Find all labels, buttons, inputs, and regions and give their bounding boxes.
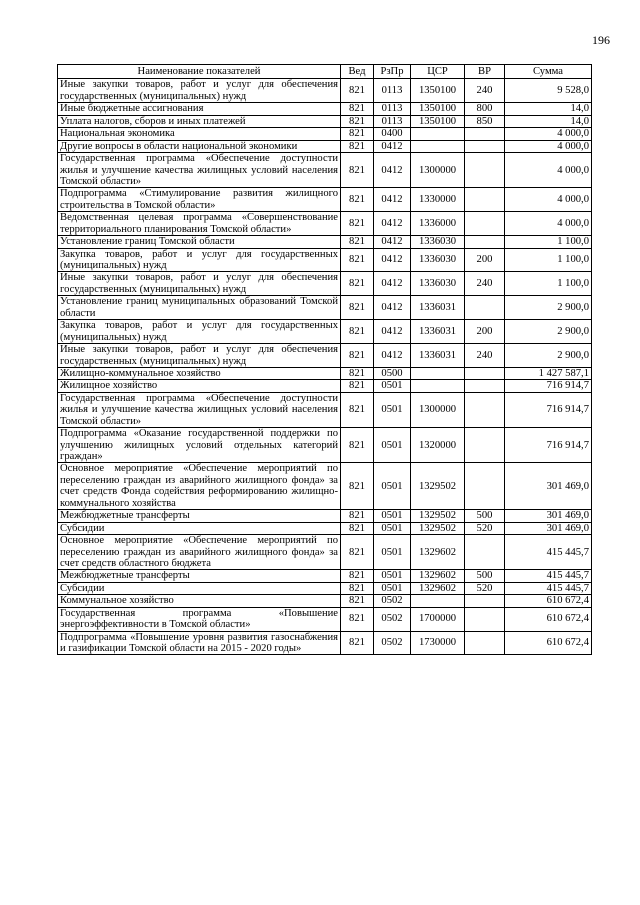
row-csr: 1336030 bbox=[411, 236, 465, 248]
row-vr: 240 bbox=[465, 344, 505, 368]
row-sum: 4 000,0 bbox=[505, 128, 592, 140]
row-name: Основное мероприятие «Обеспечение мероприятий по переселению граждан из аварийного жилищного фонда» за счет средств областного бюджета bbox=[58, 535, 341, 570]
row-rzpr: 0502 bbox=[374, 631, 411, 655]
table-row bbox=[58, 631, 592, 655]
row-rzpr: 0501 bbox=[374, 522, 411, 534]
row-vr: 240 bbox=[465, 272, 505, 296]
table-row bbox=[58, 344, 592, 368]
row-ved: 821 bbox=[341, 236, 374, 248]
row-rzpr: 0412 bbox=[374, 140, 411, 152]
table-row bbox=[58, 570, 592, 582]
row-csr: 1329502 bbox=[411, 463, 465, 510]
table-row bbox=[58, 128, 592, 140]
row-rzpr: 0501 bbox=[374, 510, 411, 522]
row-vr: 800 bbox=[465, 103, 505, 115]
row-rzpr: 0501 bbox=[374, 380, 411, 392]
row-csr: 1329602 bbox=[411, 582, 465, 594]
row-ved: 821 bbox=[341, 212, 374, 236]
table-row bbox=[58, 212, 592, 236]
table-row bbox=[58, 140, 592, 152]
row-name: Уплата налогов, сборов и иных платежей bbox=[58, 115, 341, 127]
row-name: Национальная экономика bbox=[58, 128, 341, 140]
row-sum: 4 000,0 bbox=[505, 153, 592, 188]
header-csr: ЦСР bbox=[411, 65, 465, 79]
table-row bbox=[58, 115, 592, 127]
page-number: 196 bbox=[592, 33, 610, 47]
row-rzpr: 0502 bbox=[374, 607, 411, 631]
row-vr bbox=[465, 188, 505, 212]
row-csr: 1350100 bbox=[411, 115, 465, 127]
row-name: Иные бюджетные ассигнования bbox=[58, 103, 341, 115]
row-name: Жилищно-коммунальное хозяйство bbox=[58, 367, 341, 379]
row-name: Закупка товаров, работ и услуг для государственных (муниципальных) нужд bbox=[58, 320, 341, 344]
row-ved: 821 bbox=[341, 510, 374, 522]
row-csr bbox=[411, 380, 465, 392]
row-vr bbox=[465, 140, 505, 152]
table-row bbox=[58, 607, 592, 631]
row-ved: 821 bbox=[341, 607, 374, 631]
row-ved: 821 bbox=[341, 320, 374, 344]
row-vr: 200 bbox=[465, 320, 505, 344]
table-row bbox=[58, 367, 592, 379]
row-name: Жилищное хозяйство bbox=[58, 380, 341, 392]
row-rzpr: 0412 bbox=[374, 296, 411, 320]
row-sum: 4 000,0 bbox=[505, 212, 592, 236]
row-rzpr: 0501 bbox=[374, 463, 411, 510]
row-csr: 1336030 bbox=[411, 272, 465, 296]
row-vr bbox=[465, 428, 505, 463]
header-ved: Вед bbox=[341, 65, 374, 79]
table-row bbox=[58, 595, 592, 607]
row-ved: 821 bbox=[341, 570, 374, 582]
row-vr bbox=[465, 380, 505, 392]
row-vr: 520 bbox=[465, 522, 505, 534]
row-name: Установление границ муниципальных образований Томской области bbox=[58, 296, 341, 320]
row-rzpr: 0501 bbox=[374, 535, 411, 570]
row-name: Иные закупки товаров, работ и услуг для обеспечения государственных (муниципальных) нужд bbox=[58, 79, 341, 103]
row-rzpr: 0501 bbox=[374, 428, 411, 463]
row-name: Межбюджетные трансферты bbox=[58, 570, 341, 582]
row-rzpr: 0412 bbox=[374, 344, 411, 368]
row-vr bbox=[465, 212, 505, 236]
row-name: Коммунальное хозяйство bbox=[58, 595, 341, 607]
row-csr: 1329602 bbox=[411, 570, 465, 582]
row-csr: 1329502 bbox=[411, 510, 465, 522]
row-csr: 1336000 bbox=[411, 212, 465, 236]
row-name: Ведомственная целевая программа «Совершенствование территориального планирования Томской области» bbox=[58, 212, 341, 236]
table-row bbox=[58, 535, 592, 570]
row-rzpr: 0412 bbox=[374, 272, 411, 296]
row-name: Государственная программа «Обеспечение доступности жилья и улучшение качества жилищных условий населения Томской области» bbox=[58, 153, 341, 188]
row-rzpr: 0412 bbox=[374, 153, 411, 188]
row-ved: 821 bbox=[341, 115, 374, 127]
row-vr bbox=[465, 607, 505, 631]
row-csr: 1350100 bbox=[411, 103, 465, 115]
table-row bbox=[58, 510, 592, 522]
row-vr bbox=[465, 128, 505, 140]
row-csr: 1336031 bbox=[411, 320, 465, 344]
row-name: Подпрограмма «Стимулирование развития жилищного строительства в Томской области» bbox=[58, 188, 341, 212]
row-rzpr: 0500 bbox=[374, 367, 411, 379]
table-row bbox=[58, 380, 592, 392]
table-row bbox=[58, 463, 592, 510]
row-sum: 716 914,7 bbox=[505, 428, 592, 463]
row-ved: 821 bbox=[341, 367, 374, 379]
header-name: Наименование показателей bbox=[58, 65, 341, 79]
row-vr bbox=[465, 535, 505, 570]
row-vr: 850 bbox=[465, 115, 505, 127]
row-csr bbox=[411, 367, 465, 379]
row-ved: 821 bbox=[341, 140, 374, 152]
row-sum: 610 672,4 bbox=[505, 631, 592, 655]
row-rzpr: 0412 bbox=[374, 248, 411, 272]
row-name: Субсидии bbox=[58, 522, 341, 534]
row-rzpr: 0501 bbox=[374, 582, 411, 594]
row-csr: 1330000 bbox=[411, 188, 465, 212]
row-sum: 301 469,0 bbox=[505, 510, 592, 522]
row-rzpr: 0113 bbox=[374, 79, 411, 103]
row-ved: 821 bbox=[341, 380, 374, 392]
row-sum: 14,0 bbox=[505, 103, 592, 115]
row-csr: 1700000 bbox=[411, 607, 465, 631]
row-name: Основное мероприятие «Обеспечение мероприятий по переселению граждан из аварийного жилищного фонда» за счет средств Фонда содействия реформированию жилищно-коммунального хозяйства bbox=[58, 463, 341, 510]
table-row bbox=[58, 153, 592, 188]
row-ved: 821 bbox=[341, 103, 374, 115]
row-vr bbox=[465, 153, 505, 188]
row-rzpr: 0412 bbox=[374, 188, 411, 212]
row-sum: 14,0 bbox=[505, 115, 592, 127]
header-vr: ВР bbox=[465, 65, 505, 79]
row-sum: 2 900,0 bbox=[505, 344, 592, 368]
row-vr: 500 bbox=[465, 510, 505, 522]
row-name: Подпрограмма «Оказание государственной поддержки по улучшению жилищных условий отдельных категорий граждан» bbox=[58, 428, 341, 463]
row-name: Иные закупки товаров, работ и услуг для обеспечения государственных (муниципальных) нужд bbox=[58, 272, 341, 296]
row-ved: 821 bbox=[341, 535, 374, 570]
row-csr: 1336031 bbox=[411, 296, 465, 320]
row-csr bbox=[411, 595, 465, 607]
row-sum: 4 000,0 bbox=[505, 188, 592, 212]
row-vr: 500 bbox=[465, 570, 505, 582]
row-ved: 821 bbox=[341, 522, 374, 534]
row-rzpr: 0412 bbox=[374, 212, 411, 236]
row-vr bbox=[465, 236, 505, 248]
row-rzpr: 0113 bbox=[374, 115, 411, 127]
row-ved: 821 bbox=[341, 79, 374, 103]
row-name: Государственная программа «Обеспечение доступности жилья и улучшение качества жилищных условий населения Томской области» bbox=[58, 392, 341, 427]
row-sum: 301 469,0 bbox=[505, 522, 592, 534]
row-csr: 1300000 bbox=[411, 392, 465, 427]
row-name: Субсидии bbox=[58, 582, 341, 594]
row-sum: 610 672,4 bbox=[505, 595, 592, 607]
row-sum: 716 914,7 bbox=[505, 392, 592, 427]
table-row bbox=[58, 296, 592, 320]
row-ved: 821 bbox=[341, 595, 374, 607]
row-sum: 4 000,0 bbox=[505, 140, 592, 152]
table-row bbox=[58, 582, 592, 594]
row-sum: 415 445,7 bbox=[505, 582, 592, 594]
table-row bbox=[58, 103, 592, 115]
row-sum: 415 445,7 bbox=[505, 535, 592, 570]
row-vr bbox=[465, 631, 505, 655]
row-vr bbox=[465, 392, 505, 427]
budget-table bbox=[57, 64, 592, 655]
row-sum: 610 672,4 bbox=[505, 607, 592, 631]
row-name: Государственная программа «Повышение энергоэффективности в Томской области» bbox=[58, 607, 341, 631]
row-ved: 821 bbox=[341, 128, 374, 140]
row-ved: 821 bbox=[341, 272, 374, 296]
row-ved: 821 bbox=[341, 188, 374, 212]
row-ved: 821 bbox=[341, 428, 374, 463]
row-vr bbox=[465, 595, 505, 607]
table-row bbox=[58, 79, 592, 103]
table-row bbox=[58, 522, 592, 534]
row-sum: 301 469,0 bbox=[505, 463, 592, 510]
row-sum: 1 100,0 bbox=[505, 236, 592, 248]
row-csr: 1300000 bbox=[411, 153, 465, 188]
row-csr bbox=[411, 140, 465, 152]
row-sum: 415 445,7 bbox=[505, 570, 592, 582]
row-csr bbox=[411, 128, 465, 140]
header-sum: Сумма bbox=[505, 65, 592, 79]
row-name: Подпрограмма «Повышение уровня развития газоснабжения и газификации Томской области на 2015 - 2020 годы» bbox=[58, 631, 341, 655]
header-rzpr: РзПр bbox=[374, 65, 411, 79]
row-name: Межбюджетные трансферты bbox=[58, 510, 341, 522]
row-rzpr: 0113 bbox=[374, 103, 411, 115]
row-rzpr: 0501 bbox=[374, 570, 411, 582]
table-row bbox=[58, 188, 592, 212]
row-csr: 1730000 bbox=[411, 631, 465, 655]
row-ved: 821 bbox=[341, 248, 374, 272]
table-row bbox=[58, 272, 592, 296]
table-row bbox=[58, 248, 592, 272]
row-sum: 9 528,0 bbox=[505, 79, 592, 103]
row-csr: 1329502 bbox=[411, 522, 465, 534]
row-sum: 1 100,0 bbox=[505, 272, 592, 296]
row-ved: 821 bbox=[341, 153, 374, 188]
row-vr bbox=[465, 367, 505, 379]
row-rzpr: 0502 bbox=[374, 595, 411, 607]
row-sum: 1 427 587,1 bbox=[505, 367, 592, 379]
row-sum: 2 900,0 bbox=[505, 320, 592, 344]
row-csr: 1350100 bbox=[411, 79, 465, 103]
row-vr: 240 bbox=[465, 79, 505, 103]
row-name: Установление границ Томской области bbox=[58, 236, 341, 248]
row-sum: 2 900,0 bbox=[505, 296, 592, 320]
table-row bbox=[58, 320, 592, 344]
table-row bbox=[58, 428, 592, 463]
row-name: Другие вопросы в области национальной экономики bbox=[58, 140, 341, 152]
row-vr bbox=[465, 463, 505, 510]
row-ved: 821 bbox=[341, 296, 374, 320]
row-ved: 821 bbox=[341, 392, 374, 427]
table-header-row bbox=[58, 65, 592, 79]
row-rzpr: 0412 bbox=[374, 236, 411, 248]
row-vr: 200 bbox=[465, 248, 505, 272]
row-ved: 821 bbox=[341, 344, 374, 368]
row-rzpr: 0501 bbox=[374, 392, 411, 427]
row-sum: 1 100,0 bbox=[505, 248, 592, 272]
table-row bbox=[58, 392, 592, 427]
row-ved: 821 bbox=[341, 582, 374, 594]
row-vr bbox=[465, 296, 505, 320]
row-csr: 1329602 bbox=[411, 535, 465, 570]
table-row bbox=[58, 236, 592, 248]
row-name: Иные закупки товаров, работ и услуг для обеспечения государственных (муниципальных) нужд bbox=[58, 344, 341, 368]
row-csr: 1336030 bbox=[411, 248, 465, 272]
row-csr: 1320000 bbox=[411, 428, 465, 463]
row-rzpr: 0400 bbox=[374, 128, 411, 140]
row-sum: 716 914,7 bbox=[505, 380, 592, 392]
row-vr: 520 bbox=[465, 582, 505, 594]
row-ved: 821 bbox=[341, 463, 374, 510]
row-rzpr: 0412 bbox=[374, 320, 411, 344]
row-ved: 821 bbox=[341, 631, 374, 655]
row-name: Закупка товаров, работ и услуг для государственных (муниципальных) нужд bbox=[58, 248, 341, 272]
row-csr: 1336031 bbox=[411, 344, 465, 368]
